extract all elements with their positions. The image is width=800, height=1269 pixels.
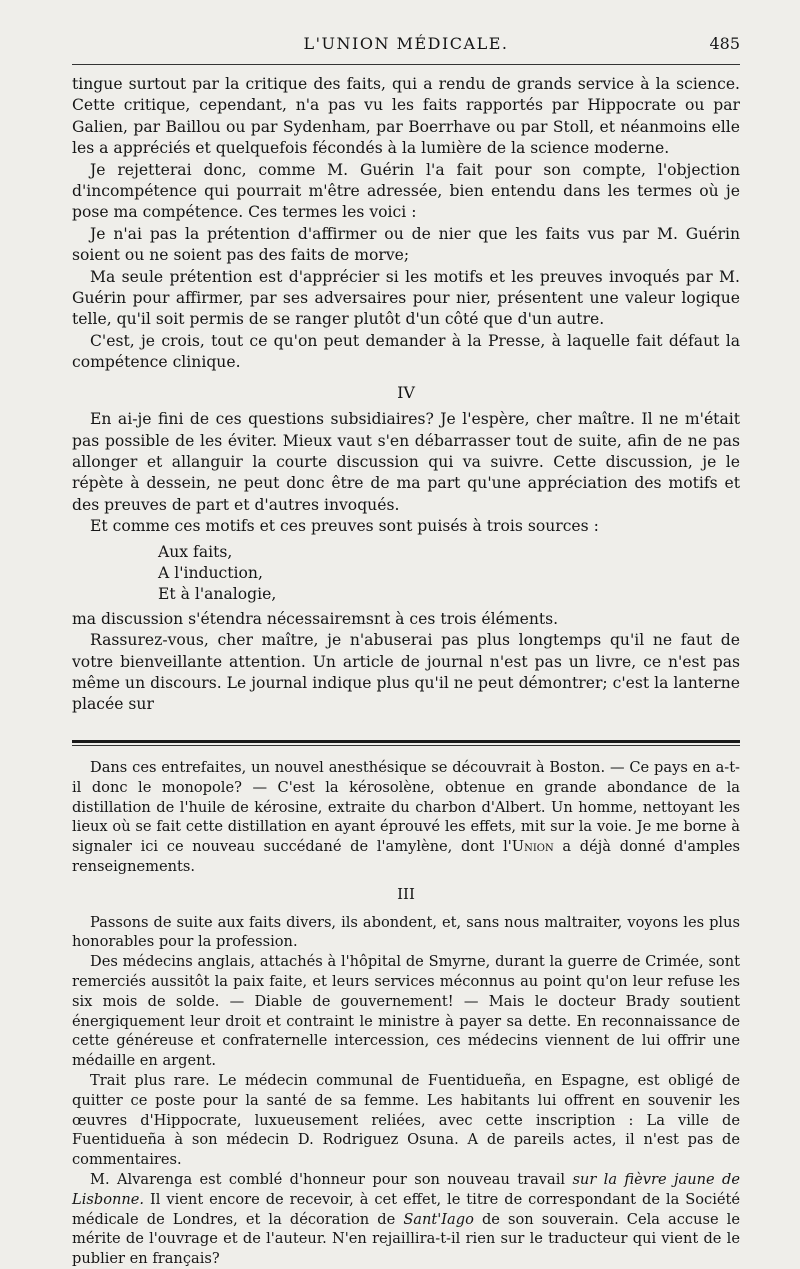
text-segment: M. Alvarenga est comblé d'honneur pour son nouveau travail xyxy=(90,1170,573,1188)
paragraph: Ma seule prétention est d'apprécier si les motifs et les preuves invoqués par M. Guérin pour affirmer, par ses adversaires pour nier, présentent une valeur logique telle, qu'il soit permis de se ranger plutôt d'un côté que d'un autre. xyxy=(72,267,740,329)
header-rule xyxy=(72,64,740,65)
list-item: Aux faits, xyxy=(158,542,233,561)
list-item: Et à l'analogie, xyxy=(158,585,277,604)
paragraph: tingue surtout par la critique des faits, qui a rendu de grands service à la science. Cette critique, cependant, n'a pas vu les faits rapportés par Hippocrate ou par Galien, par Baillou ou par Sydenham, par Boerrhave ou par Stoll, et néanmoins elle les a appréciés et quelquefois fécondés à la lumière de la science moderne. xyxy=(72,75,740,158)
text-segment: de son souverain. Cela accuse le mérite de l'ouvrage et de l'auteur. N'en rejaillira-t-il rien sur le traducteur qui vient de le publier en français? xyxy=(72,1210,740,1268)
section-heading: III xyxy=(397,884,415,903)
feuilleton-paragraph: Passons de suite aux faits divers, ils abondent, et, sans nous maltraiter, voyons les plus honorables pour la profession. xyxy=(72,913,740,951)
text-segment: Dans ces entrefaites, un nouvel anesthésique se découvrait à Boston. — Ce pays en a-t-il donc le monopole? — C'est la kérosolène, obtenue en grande abondance de la distillation de l'huile de kérosine, extraite du charbon d'Albert. Un homme, nettoyant les lieux où se fait cette distillation en ayant éprouvé les effets, mit sur la voie. Je me borne à signaler ici ce nouveau succédané de l'amylène, dont l' xyxy=(72,759,740,856)
feuilleton-text xyxy=(72,758,740,1269)
source-list xyxy=(72,542,740,606)
feuilleton-paragraph: Trait plus rare. Le médecin communal de Fuentidueña, en Espagne, est obligé de quitter ce poste pour la santé de sa femme. Les habitants lui offrent en souvenir les œuvres d'Hippocrate, luxueusement reliées, avec cette inscription : La ville de Fuentidueña à son médecin D. Rodriguez Osuna. A de pareils actes, il n'est pas de commentaires. xyxy=(72,1071,740,1169)
divider-thick xyxy=(72,740,740,743)
paragraph: En ai-je fini de ces questions subsidiaires? Je l'espère, cher maître. Il ne m'était pas possible de les éviter. Mieux vaut s'en débarrasser tout de suite, afin de ne pas allonger et allanguir la courte discussion qui va suivre. Cette discussion, je le répète à dessein, ne peut donc être de ma part qu'une appréciation des motifs et des preuves de part et d'autres invoqués. xyxy=(72,410,740,514)
text-segment: Il vient encore de recevoir, à cet effet, le titre de correspondant de la Société médicale de Londres, et la décoration de xyxy=(72,1190,740,1228)
paragraph: C'est, je crois, tout ce qu'on peut demander à la Presse, à laquelle fait défaut la compétence clinique. xyxy=(72,331,740,372)
running-title: L'UNION MÉDICALE. xyxy=(303,34,509,53)
list-item: A l'induction, xyxy=(158,563,263,582)
paragraph: Rassurez-vous, cher maître, je n'abuserai pas plus longtemps qu'il ne faut de votre bienveillante attention. Un article de journal n'est pas un livre, ce n'est pas même un discours. Le journal indique plus qu'il ne peut démontrer; c'est la lanterne placée sur xyxy=(72,631,740,714)
work-title: sur la fièvre jaune de Lisbonne. xyxy=(72,1170,741,1208)
feuilleton-divider xyxy=(72,740,740,746)
section-heading: IV xyxy=(397,382,415,402)
paragraph: Je n'ai pas la prétention d'affirmer ou de nier que les faits vus par M. Guérin soient ou ne soient pas des faits de morve; xyxy=(72,224,740,265)
text-segment: a déjà donné d'amples renseignements. xyxy=(72,838,740,875)
divider-thin xyxy=(72,745,740,746)
paragraph: ma discussion s'étendra nécessairemsnt à ces trois éléments. xyxy=(72,609,559,628)
journal-name: Union xyxy=(511,838,554,856)
main-text xyxy=(72,74,740,716)
feuilleton-paragraph xyxy=(72,1170,740,1269)
page-number: 485 xyxy=(709,34,740,53)
decoration-name: Sant'Iago xyxy=(403,1210,474,1228)
page-header xyxy=(72,34,740,56)
paragraph: Et comme ces motifs et ces preuves sont puisés à trois sources : xyxy=(90,517,599,536)
feuilleton-paragraph: Des médecins anglais, attachés à l'hôpital de Smyrne, durant la guerre de Crimée, sont remerciés aussitôt la paix faite, et leurs services méconnus au point qu'on leur refuse les six mois de solde. — Diable de gouvernement! — Mais le docteur Brady soutient énergiquement leur droit et contraint le ministre à payer sa dette. En reconnaissance de cette généreuse et confraternelle intercession, ces médecins viennent de lui offrir une médaille en argent. xyxy=(72,953,740,1070)
paragraph: Je rejetterai donc, comme M. Guérin l'a fait pour son compte, l'objection d'incompétence qui pourrait m'être adressée, bien entendu dans les termes où je pose ma compétence. Ces termes les voici : xyxy=(72,160,740,222)
feuilleton-paragraph xyxy=(72,758,740,877)
